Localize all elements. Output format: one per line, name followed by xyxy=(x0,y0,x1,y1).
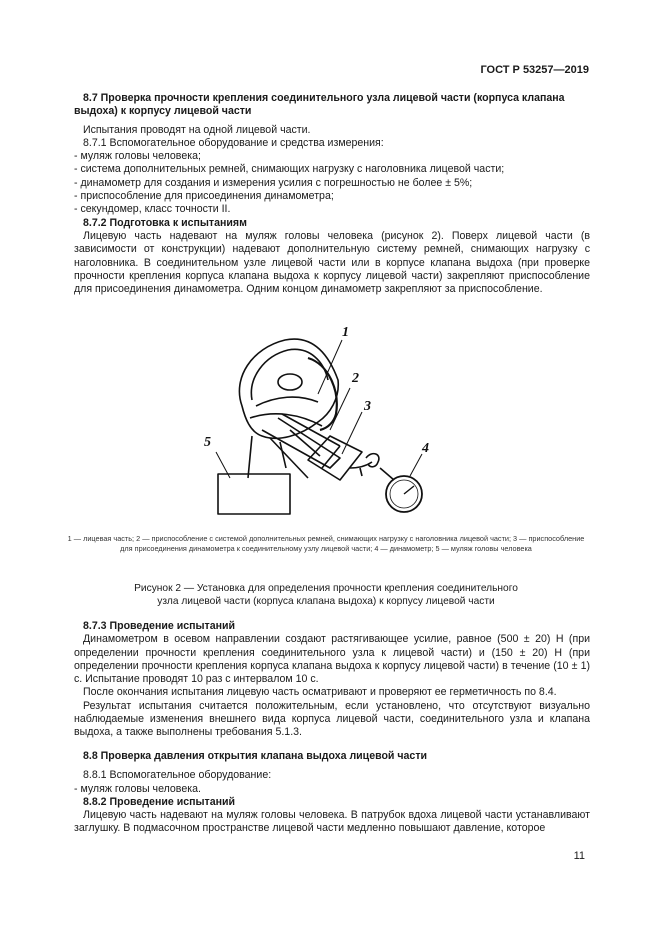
mask-outline xyxy=(239,339,338,438)
head-dummy-base xyxy=(218,474,290,514)
list-item: - муляж головы человека; xyxy=(74,150,201,163)
subsection-title: 8.7.3 Проведение испытаний xyxy=(83,620,236,632)
caption-line: узла лицевой части (корпуса клапана выдоха) к корпусу лицевой части xyxy=(157,596,495,607)
list-item: - система дополнительных ремней, снимающих нагрузку с наголовника лицевой части; xyxy=(74,163,505,176)
list-item: - секундомер, класс точности II. xyxy=(74,203,231,216)
paragraph: После окончания испытания лицевую часть осматривают и проверяют ее герметичность по 8.4. xyxy=(83,686,557,699)
section-8-7 xyxy=(74,92,590,296)
subsection-heading: 8.7.1 Вспомогательное оборудование и средства измерения: xyxy=(83,136,384,149)
subsection-heading: 8.8.1 Вспомогательное оборудование: xyxy=(83,769,272,782)
page-number: 11 xyxy=(573,850,585,862)
test-setup-figure xyxy=(190,318,460,528)
caption-line: Рисунок 2 — Установка для определения прочности крепления соединительного xyxy=(134,583,518,594)
paragraph: Динамометром в осевом направлении создают растягивающее усилие, равное (500 ± 20) Н (при определении прочности крепления соединительного узла к лицевой части) и (150 ± 20) Н (при определении прочности крепления корпуса клапана выдоха к корпусу лицевой части) в течение (10 ± 1) с. Испытание проводят 10 раз с интервалом 10 с. xyxy=(74,633,590,686)
subsection-title: 8.8.2 Проведение испытаний xyxy=(83,795,236,808)
figure-label-2: 2 xyxy=(352,371,359,386)
section-8-8 xyxy=(74,750,590,836)
figure-caption xyxy=(66,582,586,608)
paragraph: Лицевую часть надевают на муляж головы человека. В патрубок вдоха лицевой части устанавливают заглушку. В подмасочном пространстве лицевой части медленно повышают давление, которое xyxy=(74,809,590,835)
list-item: - динамометр для создания и измерения усилия с погрешностью не более ± 5%; xyxy=(74,176,473,189)
section-title: 8.8 Проверка давления открытия клапана выдоха лицевой части xyxy=(83,750,428,762)
list-item: - муляж головы человека. xyxy=(74,782,201,795)
figure-label-1: 1 xyxy=(342,325,349,340)
list-item: - приспособление для присоединения динамометра; xyxy=(74,190,334,203)
figure-label-3: 3 xyxy=(364,399,371,414)
paragraph: Лицевую часть надевают на муляж головы человека (рисунок 2). Поверх лицевой части (в зависимости от конструкции) надевают дополнительную систему ремней, снимающих нагрузку с наголовника. В соединительном узле лицевой части или в корпусе клапана выдоха (при проверке прочности крепления корпуса клапана выдоха к корпусу лицевой части) закрепляют приспособление для присоединения динамометра. Одним концом динамометр закрепляют за приспособление. xyxy=(74,229,590,296)
paragraph: Испытания проводят на одной лицевой части. xyxy=(83,123,311,136)
section-title: 8.7 Проверка прочности крепления соединительного узла лицевой части (корпуса клапана выдоха) к корпусу лицевой части xyxy=(74,92,565,118)
paragraph: Результат испытания считается положительным, если установлено, что отсутствуют визуально наблюдаемые изменения внешнего вида корпуса лицевой части, соединительного узла и клапана выдоха, а также выполнены требования 5.1.3. xyxy=(74,699,590,739)
section-8-7-3 xyxy=(74,620,590,740)
figure-label-5: 5 xyxy=(204,435,211,450)
figure-legend: 1 — лицевая часть; 2 — приспособление с системой дополнительных ремней, снимающих нагрузку с наголовника лицевой части; 3 — приспособление для присоединения динамометра к соединительному узлу лицевой части; 4 — динамометр; 5 — муляж головы человека xyxy=(67,534,585,553)
standard-number: ГОСТ Р 53257—2019 xyxy=(480,64,589,76)
subsection-title: 8.7.2 Подготовка к испытаниям xyxy=(83,216,247,229)
figure-label-4: 4 xyxy=(422,441,429,456)
